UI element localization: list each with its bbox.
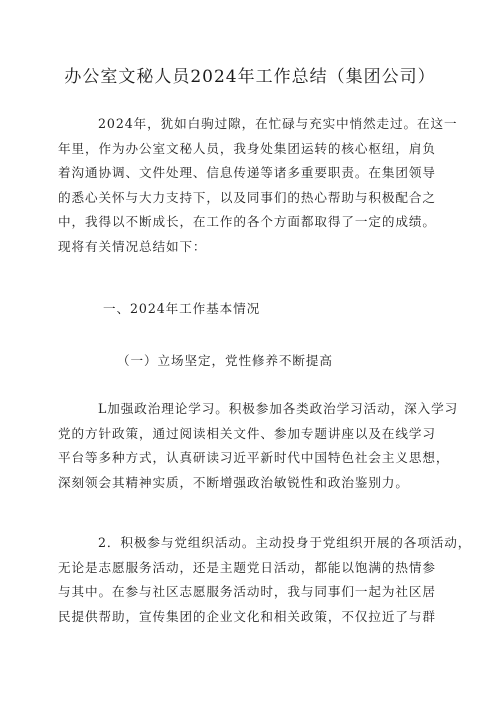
item2-paragraph <box>58 531 472 629</box>
item1-line: L加强政治理论学习。积极参加各类政治学习活动，深入学习 <box>98 401 459 416</box>
subsection-heading: （一）立场坚定，党性修养不断提高 <box>117 353 333 368</box>
item2-line: 无论是志愿服务活动，还是主题党日活动，都能以饱满的热情参 <box>58 559 436 575</box>
item2-line: 与其中。在参与社区志愿服务活动时，我与同事们一起为社区居 <box>58 584 436 600</box>
item1-line: 平台等多种方式，认真研读习近平新时代中国特色社会主义思想， <box>58 450 450 466</box>
intro-line: 现将有关情况总结如下： <box>58 238 207 254</box>
intro-line: 的悉心关怀与大力支持下，以及同事们的热心帮助与积极配合之 <box>58 189 436 205</box>
item1-line: 党的方针政策，通过阅读相关文件、参加专题讲座以及在线学习 <box>58 425 436 441</box>
intro-line: 2024年，犹如白驹过隙，在忙碌与充实中悄然走过。在这一 <box>98 116 458 131</box>
item1-line: 深刻领会其精神实质，不断增强政治敏锐性和政治鉴别力。 <box>58 474 409 490</box>
intro-line: 着沟通协调、文件处理、信息传递等诸多重要职责。在集团领导 <box>58 165 436 181</box>
item2-line: 2．积极参与党组织活动。主动投身于党组织开展的各项活动， <box>98 535 472 550</box>
intro-line: 中，我得以不断成长，在工作的各个方面都取得了一定的成绩。 <box>58 214 436 230</box>
item1-paragraph <box>58 397 459 495</box>
section-heading: 一、2024年工作基本情况 <box>103 301 261 316</box>
document-title: 办公室文秘人员2024年工作总结（集团公司） <box>64 67 436 87</box>
intro-line: 年里，作为办公室文秘人员，我身处集团运转的核心枢纽，肩负 <box>58 140 436 156</box>
item2-line: 民提供帮助，宣传集团的企业文化和相关政策，不仅拉近了与群 <box>58 608 436 624</box>
intro-paragraph <box>58 112 458 260</box>
